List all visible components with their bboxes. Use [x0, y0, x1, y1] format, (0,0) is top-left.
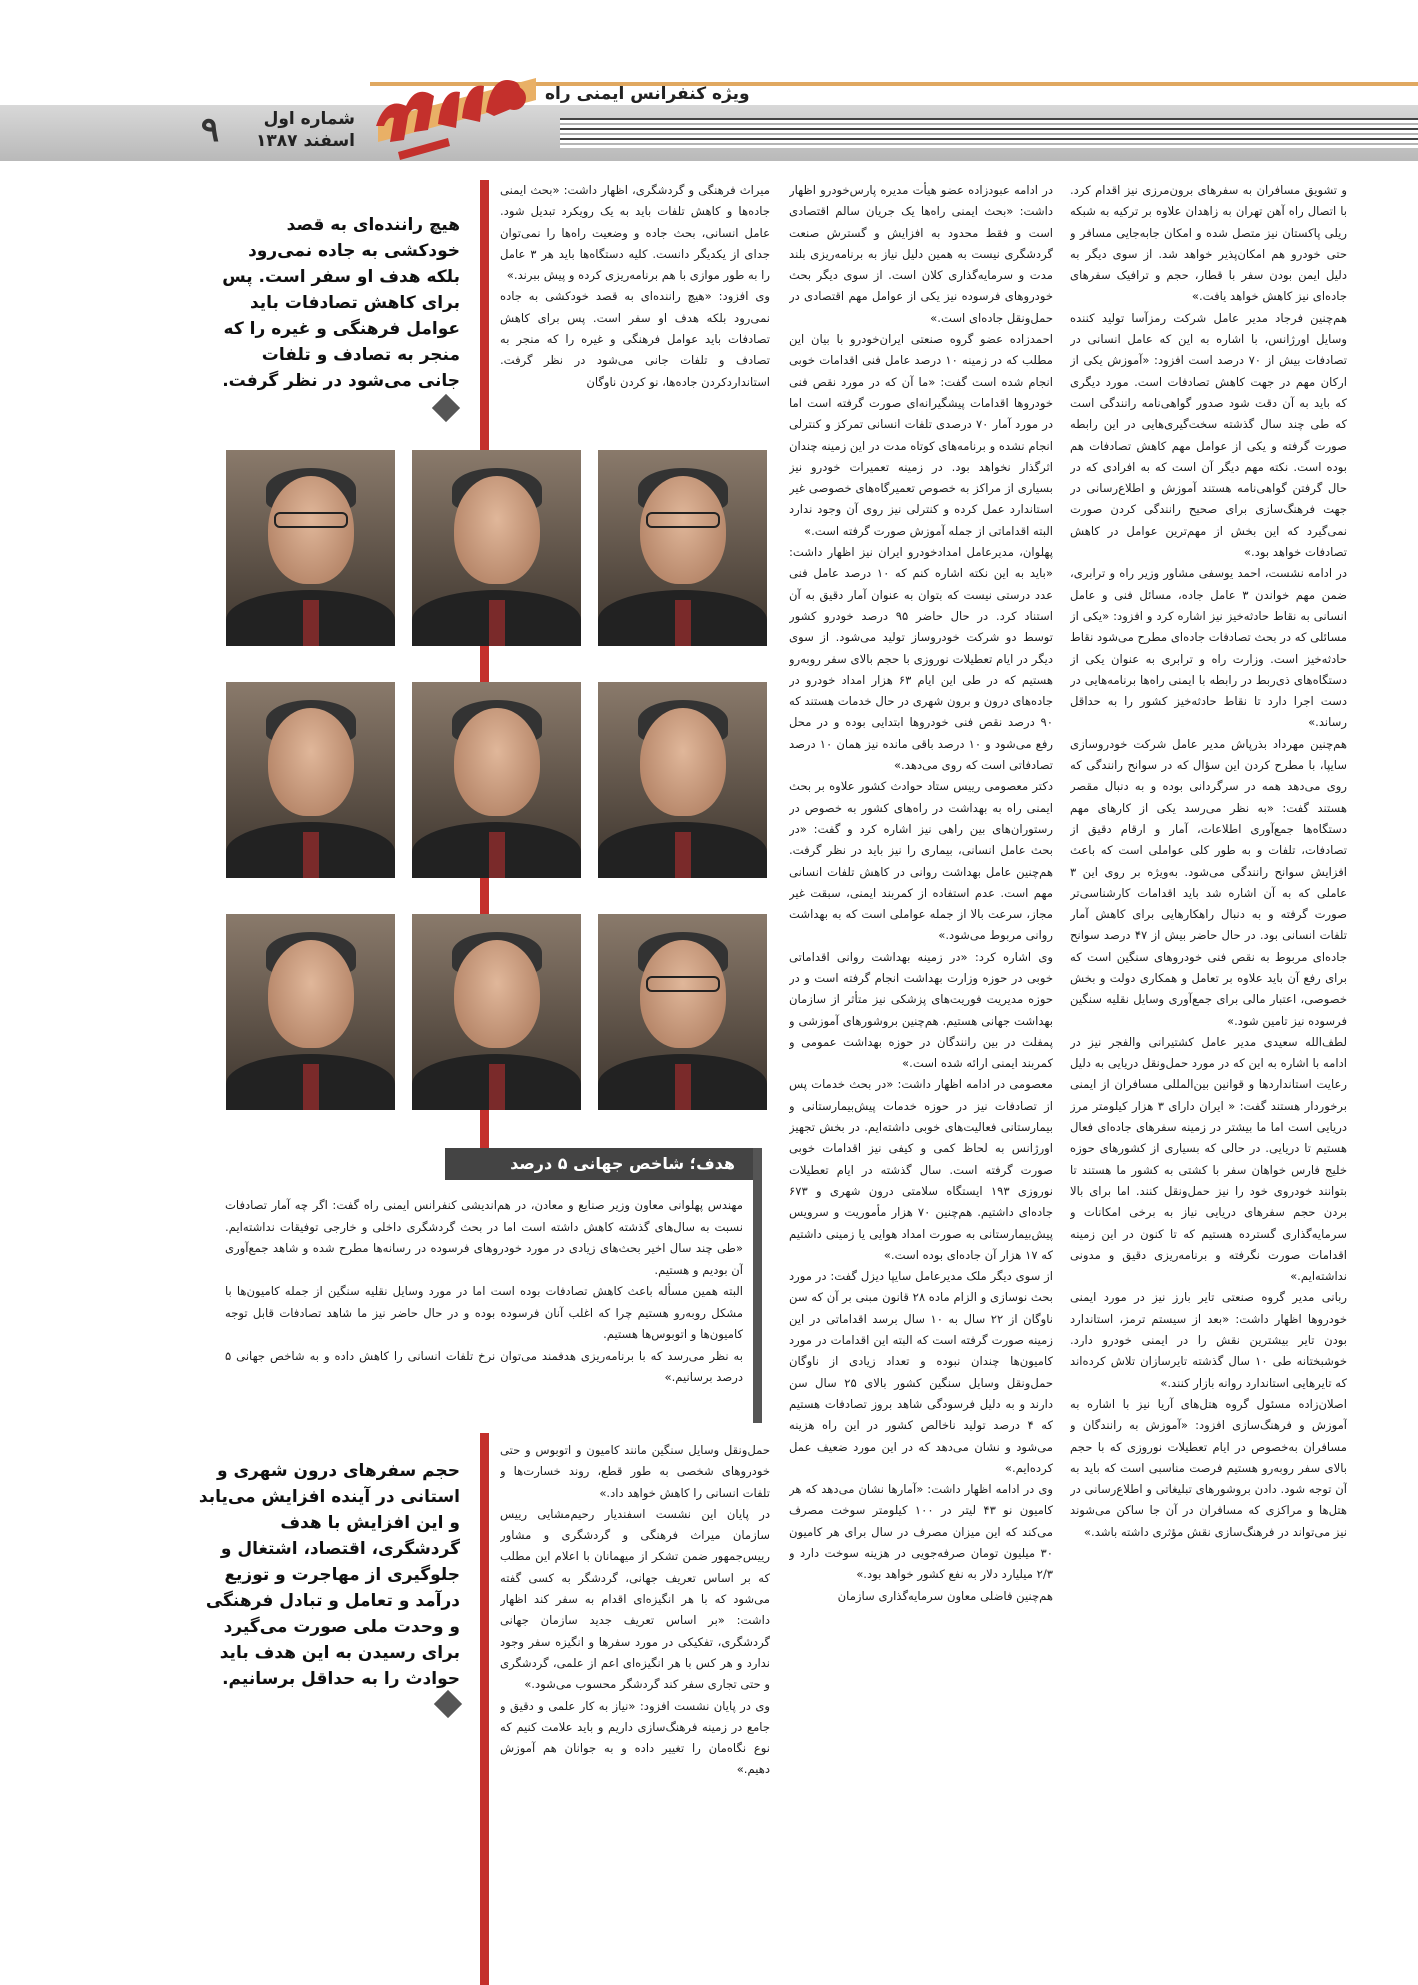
box-frame: [753, 1148, 762, 1423]
paragraph: میراث فرهنگی و گردشگری، اظهار داشت: «بحث ایمنی جاده‌ها و کاهش تلفات باید به یک رویکرد تبدیل شود. عامل انسانی، بحث جاده و وضعیت راه‌ها را نمی‌توان جدای از یکدیگر دانست. کلیه دستگاه‌ها باید هر ۳ عامل را به طور موازی با هم برنامه‌ریزی کرده و پیش ببرند.»: [500, 183, 770, 283]
paragraph: وی در پایان نشست افزود: «نیاز به کار علمی و دقیق و جامع در زمینه فرهنگ‌سازی داریم و باید علامت کنیم که نوع نگاه‌مان را تغییر داده و به جوانان هم آموزش دهیم.»: [500, 1698, 770, 1777]
paragraph: وی در ادامه اظهار داشت: «آمارها نشان می‌دهد که هر کامیون نو ۴۳ لیتر در ۱۰۰ کیلومتر سوخت مصرف می‌کند که این میزان مصرف در سال برای هر کامیون ۳۰ میلیون تومان صرفه‌جویی در هزینه سوخت دارد و ۲/۳ میلیارد دلار به نفع کشور خواهد بود.»: [789, 1482, 1053, 1582]
portrait-photo: [598, 450, 767, 646]
paragraph: ربانی مدیر گروه صنعتی تایر بارز نیز در مورد ایمنی خودروها اظهار داشت: «بعد از سیستم ترمز، استاندارد بودن تایر بیشترین نقش را در ایمنی خودرو دارد. خوشبختانه طی ۱۰ سال گذشته تایرسازان تلاش کرده‌اند که تایرهایی استاندارد روانه بازار کنند.»: [1070, 1290, 1347, 1390]
paragraph: لطف‌الله سعیدی مدیر عامل کشتیرانی والفجر نیز در ادامه با اشاره به این که در مورد حمل‌ونقل دریایی به دلیل رعایت استانداردها و قوانین بین‌المللی مسافران از ایمنی برخوردار هستند گفت: « ایران دارای ۳ هزار کیلومتر مرز دریایی است اما ما بیشتر در زمینه سفرهای جاده‌ای فعال هستیم تا دریایی. در حالی که بسیاری از کشورهای حوزه خلیج فارس خواهان سفر با کشتی به کشور ما هستند تا بتوانند خودروی خود را نیز حمل‌ونقل کنند. اما برای بالا بردن حجم سفرهای دریایی نیاز به برخی امکانات و سرمایه‌گذاری گسترده هستیم که تا کنون در این زمینه اقدامات صورت نگرفته و برنامه‌ریزی دقیق و مدونی نداشته‌ایم.»: [1070, 1034, 1347, 1284]
quote-marker-top: [432, 394, 460, 422]
article-column-1: [1070, 180, 1347, 1860]
paragraph: هم‌چنین فرجاد مدیر عامل شرکت رمزآسا تولید کننده وسایل اورژانس، با اشاره به این که عامل انسانی در تصادفات بیش از ۷۰ درصد است افزود: «آموزش یکی از ارکان مهم در جهت کاهش تصادفات است. مورد دیگری که باید به آن دقت شود صدور گواهی‌نامه رانندگی است که طی چند سال گذشته سخت‌گیری‌هایی در این رابطه صورت گرفته و یکی از عوامل مهم کاهش تصادفات هم بوده است. نکته مهم دیگر آن است که به افرادی که در حال گرفتن گواهی‌نامه هستند آموزش و اطلاع‌رسانی در جهت فرهنگ‌سازی برای صحیح رانندگی کردن صورت نمی‌گیرد که این بخش از مهم‌ترین عوامل در کاهش تصادفات خواهد بود.»: [1070, 310, 1347, 560]
quote-marker-bottom: [434, 1690, 462, 1718]
issue-info: [245, 108, 355, 152]
special-edition-title: ویژه کنفرانس ایمنی راه: [545, 84, 750, 104]
paragraph: وی افزود: «هیچ راننده‌ای به قصد خودکشی به جاده نمی‌رود بلکه هدف او سفر است. پس برای کاهش تصادفات باید عوامل فرهنگی و غیره را که منجر به تصادف و تلفات جانی می‌شود در نظر گرفت. استانداردکردن جاده‌ها، نو کردن ناوگان: [500, 289, 770, 389]
article-column-2: [789, 180, 1053, 1840]
box-body: [225, 1195, 743, 1420]
paragraph: به نظر می‌رسد که با برنامه‌ریزی هدفمند می‌توان نرخ تلفات انسانی را کاهش داده و به شاخص جهانی ۵ درصد برسانیم.»: [225, 1348, 743, 1384]
portrait-photo: [412, 914, 581, 1110]
portrait-photo: [226, 682, 395, 878]
portrait-photo: [226, 450, 395, 646]
paragraph: وی اشاره کرد: «در زمینه بهداشت روانی اقداماتی خوبی در حوزه وزارت بهداشت انجام گرفته است و در حوزه مدیریت فوریت‌های پزشکی نیز متأثر از سازمان بهداشت جهانی هستیم. هم‌چنین بروشورهای آموزشی و پمفلت در بین رانندگان در حوزه بهداشت عمومی و کمربند ایمنی ارائه شده است.»: [789, 949, 1053, 1071]
paragraph: و تشویق مسافران به سفرهای برون‌مرزی نیز اقدام کرد. با اتصال راه آهن تهران به زاهدان علاوه بر ترکیه به شبکه ریلی پاکستان نیز متصل شده و امکان جابه‌جایی مسافر و حتی خودرو هم امکان‌پذیر خواهد شد. از سوی دیگر به دلیل ایمن بودن سفر با قطار، حجم و ترافیک سفرهای جاده‌ای نیز کاهش خواهد یافت.»: [1070, 183, 1347, 304]
paragraph: معصومی در ادامه اظهار داشت: «در بحث خدمات پس از تصادفات نیز در حوزه خدمات پیش‌بیمارستانی و بیمارستانی فعالیت‌های خوبی داشته‌ایم. در بخش تجهیز اورژانس به لحاظ کمی و کیفی نیز اقدامات خوبی صورت گرفته است. سال گذشته در ایام تعطیلات نوروزی ۱۹۳ ایستگاه سلامتی درون شهری و ۶۷۳ جاده‌ای داشتیم. هم‌چنین ۷۰ هزار مأموریت و سرویس پیش‌بیمارستانی به صورت امداد هوایی یا زمینی داشتیم که ۱۷ هزار آن جاده‌ای بوده است.»: [789, 1077, 1053, 1262]
article-column-3-bottom: [500, 1440, 770, 1840]
paragraph: دکتر معصومی رییس ستاد حوادث کشور علاوه بر بحث ایمنی راه به بهداشت در راه‌های کشور به خصوص در رستوران‌های بین راهی نیز اشاره کرد و گفت: «در بحث عامل انسانی، بیماری را نیز باید در نظر گرفت. هم‌چنین عامل بهداشت روانی در کاهش تلفات انسانی مهم است. عدم استفاده از کمربند ایمنی، سبقت غیر مجاز، سرعت بالا از جمله عواملی است که به بهداشت روانی مربوط می‌شود.»: [789, 779, 1053, 943]
paragraph: البته همین مسأله باعث کاهش تصادفات بوده است اما در مورد وسایل نقلیه سنگین از جمله کامیون‌ها با مشکل روبه‌رو هستیم چرا که اغلب آنان فرسوده بوده و در حال حاضر نیز ما شاهد تصادفات قابل توجه کامیون‌ها و اتوبوس‌ها هستیم.: [225, 1284, 743, 1341]
masir-logo: [368, 60, 546, 168]
portrait-photo: [598, 914, 767, 1110]
article-column-3-top: [500, 180, 770, 430]
pull-quote-bottom: حجم سفرهای درون شهری و استانی در آینده افزایش می‌یابد و این افزایش با هدف گردشگری، اقتصاد، اشتغال و جلوگیری از مهاجرت و توزیع درآمد و تعامل و تبادل فرهنگی و وحدت ملی صورت می‌گیرد برای رسیدن به این هدف باید حوادث را به حداقل برسانیم.: [198, 1461, 460, 1689]
red-divider-bottom: [480, 1433, 489, 1985]
portrait-photo: [412, 682, 581, 878]
pull-quote-top: هیچ راننده‌ای به قصد خودکشی به جاده نمی‌رود بلکه هدف او سفر است. پس برای کاهش تصادفات باید عوامل فرهنگی و غیره را که منجر به تصادف و تلفات جانی می‌شود در نظر گرفت.: [222, 215, 460, 391]
paragraph: در ادامه نشست، احمد یوسفی مشاور وزیر راه و ترابری، ضمن مهم خواندن ۳ عامل جاده، مسائل فنی و عامل انسانی به نقاط حادثه‌خیز نیز اشاره کرد و افزود: «یکی از مسائلی که در بحث تصادفات جاده‌ای مطرح می‌شود نقاط حادثه‌خیز است. وزارت راه و ترابری به عنوان یکی از دستگاه‌های ذی‌ربط در رابطه با ایمنی راه‌ها برنامه‌هایی در دست اجرا دارد تا نقاط حادثه‌خیز کشور را به حداقل رساند.»: [1070, 566, 1347, 730]
paragraph: احمدزاده عضو گروه صنعتی ایران‌خودرو با بیان این مطلب که در زمینه ۱۰ درصد عامل فنی اقدامات خوبی انجام شده است گفت: «ما آن که در مورد نقص فنی خودروها اقدامات پیشگیرانه‌ای صورت گرفته است اما در مورد آمار ۷۰ درصدی تلفات انسانی تمرکز و کنترلی انجام نشده و برنامه‌های کوتاه مدت در این زمینه چندان اثرگذار نخواهد بود. در زمینه تعمیرات خودرو نیز بسیاری از مراکز به خصوص تعمیرگاه‌های خصوصی غیر استاندارد عمل کرده و کنترلی نیز روی آن وجود ندارد البته اقداماتی از جمله آموزش صورت گرفته است.»: [789, 332, 1053, 538]
page-number: ۹: [200, 110, 220, 150]
issue-number: شماره اول: [263, 109, 355, 129]
paragraph: هم‌چنین فاضلی معاون سرمایه‌گذاری سازمان: [837, 1588, 1053, 1603]
paragraph: در ادامه عبودزاده عضو هیأت مدیره پارس‌خودرو اظهار داشت: «بحث ایمنی راه‌ها یک جریان سالم اقتصادی است و فقط محدود به افزایش و گسترش صنعت گردشگری نیست به همین دلیل نیاز به برنامه‌ریزی بلند مدت و سرمایه‌گذاری کلان است. از سوی دیگر بحث خودروهای فرسوده نیز یکی از عوامل مهم اقتصادی در حمل‌ونقل جاده‌ای است.»: [789, 183, 1053, 325]
header-stripes: [560, 118, 1418, 148]
paragraph: پهلوان، مدیرعامل امدادخودرو ایران نیز اظهار داشت: «باید به این نکته اشاره کنم که ۱۰ درصد عامل فنی عدد درستی نیست که بتوان به عنوان آمار دقیق به آن استناد کرد. در حال حاضر ۹۵ درصد خودرو کشور توسط دو شرکت خودروساز تولید می‌شود. از سوی دیگر در ایام تعطیلات نوروزی با حجم بالای سفر روبه‌رو هستیم که در طی این ایام ۶۳ هزار امداد خودرو در جاده‌های درون و برون شهری در حال خدمات هستند که ۹۰ درصد نقص فنی خودروها ابتدایی بوده و در محل رفع می‌شود و ۱۰ درصد باقی مانده نیز همان ۱۰ درصد تصادفاتی است که روی می‌دهد.»: [789, 545, 1053, 773]
portrait-photo: [598, 682, 767, 878]
portrait-photo: [226, 914, 395, 1110]
paragraph: اصلان‌زاده مسئول گروه هتل‌های آریا نیز با اشاره به آموزش و فرهنگ‌سازی افزود: «آموزش به رانندگان و مسافران به‌خصوص در ایام تعطیلات نوروزی که با حجم بالای سفر روبه‌رو هستیم فرصت مناسبی است که باید به آن توجه شود. دادن بروشورهای تبلیغاتی و اطلاع‌رسانی در هتل‌ها و مراکزی که مسافران در آن جا ساکن می‌شوند نیز می‌تواند در فرهنگ‌سازی نقش مؤثری داشته باشد.»: [1070, 1396, 1347, 1539]
paragraph: مهندس پهلوانی معاون وزیر صنایع و معادن، در هم‌اندیشی کنفرانس ایمنی راه گفت: اگر چه آمار تصادفات نسبت به سال‌های گذشته کاهش داشته است اما در بحث گردشگری داخلی و خارجی توفیقات نداشته‌ایم. «طی چند سال اخیر بحث‌های زیادی در مورد خودروهای فرسوده در رسانه‌ها مطرح شده و شاهد جمع‌آوری آن بودیم و هستیم.: [225, 1198, 743, 1277]
paragraph: از سوی دیگر ملک مدیرعامل سایپا دیزل گفت: در مورد بحث نوسازی و الزام ماده ۲۸ قانون مبنی بر آن که سن ناوگان از ۲۲ سال به ۱۰ سال برسد اقداماتی در این زمینه صورت گرفته است که البته این اقدامات در مورد کامیون‌ها چندان نبوده و تعداد زیادی از ناوگان حمل‌ونقل وسایل سنگین کشور بالای ۲۵ سال سن دارند و به دلیل فرسودگی شاهد بروز تصادفات هستیم که ۴ درصد تولید ناخالص کشور در این راه هزینه می‌شود و نشان می‌دهد که در این مورد ضعیف عمل کرده‌ایم.»: [789, 1269, 1053, 1475]
paragraph: هم‌چنین مهرداد بذرپاش مدیر عامل شرکت خودروسازی سایپا، با مطرح کردن این سؤال که در سوانح رانندگی که روی می‌دهد همه در سرگردانی بوده و به دنبال مقصر هستند گفت: «به نظر می‌رسد یکی از کارهای مهم دستگاه‌ها جمع‌آوری اطلاعات، آمار و ارقام دقیق از تصادفات، تلفات و به طور کلی عواملی است که باعث افزایش سوانح رانندگی می‌شود. به‌ویژه بر روی این ۳ عاملی که به آن اشاره شد باید اقدامات کارشناسی‌تر صورت گرفته و به دنبال راهکارهایی برای کاهش آمار تلفات انسانی بود. در حال حاضر بیش از ۴۷ درصد سوانح جاده‌ای مربوط به نقص فنی خودروهای سنگین است که برای رفع آن باید علاوه بر تعامل و همکاری دولت و بخش خصوصی، اعتبار مالی برای جمع‌آوری وسایل نقلیه سنگین فرسوده نیز تامین شود.»: [1070, 736, 1347, 1028]
paragraph: در پایان این نشست اسفندیار رحیم‌مشایی رییس سازمان میراث فرهنگی و گردشگری و مشاور رییس‌جمهور ضمن تشکر از میهمانان با اعلام این مطلب که بر اساس تعریف جهانی، گردشگر به کسی گفته می‌شود که با هر انگیزه‌ای اقدام به سفر کند اظهار داشت: «بر اساس تعریف جدید سازمان جهانی گردشگری، تفکیکی در مورد سفرها و انگیزه سفر وجود ندارد و هر کس با هر انگیزه‌ای اعم از علمی، گردشگری و حتی تجاری سفر کند گردشگر محسوب می‌شود.»: [500, 1506, 770, 1692]
portrait-photo: [412, 450, 581, 646]
issue-date: اسفند ۱۳۸۷: [256, 131, 355, 151]
paragraph: حمل‌ونقل وسایل سنگین مانند کامیون و اتوبوس و حتی خودروهای شخصی به طور قطع، روند خسارت‌ها و تلفات انسانی را کاهش خواهد داد.»: [500, 1443, 770, 1500]
box-title: هدف؛ شاخص جهانی ۵ درصد: [445, 1148, 753, 1180]
